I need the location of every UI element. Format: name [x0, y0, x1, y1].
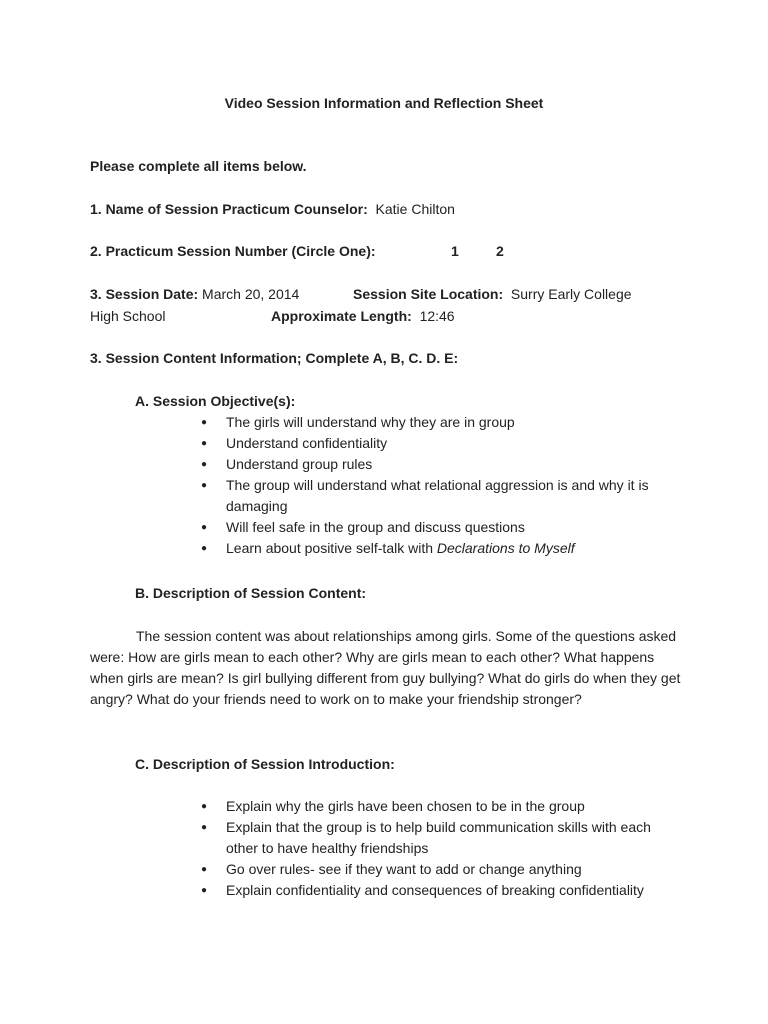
item-2-label: 2. Practicum Session Number (Circle One): — [90, 243, 376, 259]
item-3-length-value: 12:46 — [419, 308, 455, 324]
item-3-date-value: March 20, 2014 — [202, 286, 300, 302]
item-1-counselor — [90, 199, 455, 220]
document-title: Video Session Information and Reflection Sheet — [224, 95, 544, 111]
list-item — [201, 538, 681, 559]
list-item: ● The girls will understand why they are in group — [201, 412, 681, 433]
item-3-site-location — [353, 284, 632, 305]
section-b-heading: B. Description of Session Content: — [135, 585, 367, 601]
section-b-paragraph: The session content was about relationships among girls. Some of the questions asked were: How are girls mean to each other? Why are girls mean to each other? What happens when girls are mean? Is girl bullying different from guy bullying? What do girls do when they get angry? What do your friends need to work on to make your friendship stronger? — [90, 628, 681, 707]
item-3-site-value: Surry Early College — [510, 286, 632, 302]
list-item: ● Understand confidentiality — [201, 433, 681, 454]
item-3-date-label: 3. Session Date: — [90, 286, 199, 302]
list-item: ● Go over rules- see if they want to add or change anything — [201, 859, 681, 880]
item-2-session-number — [90, 241, 376, 262]
item-3-session-date — [90, 284, 299, 305]
section-c-introduction-list — [201, 796, 681, 901]
instructions — [90, 156, 307, 177]
list-item: ● Explain that the group is to help build communication skills with each other to have healthy friendships — [201, 817, 656, 859]
list-item: ● Understand group rules — [201, 454, 681, 475]
list-item: ● Explain confidentiality and consequences of breaking confidentiality — [201, 880, 681, 901]
instructions-text: Please complete all items below. — [90, 158, 307, 174]
list-item: ● Will feel safe in the group and discuss questions — [201, 517, 681, 538]
content-heading: 3. Session Content Information; Complete A, B, C. D. E: — [90, 350, 459, 366]
item-3-length — [271, 306, 455, 327]
item-3-site-label: Session Site Location: — [353, 286, 504, 302]
item-2-option-2: 2 — [496, 243, 504, 259]
list-item-text: Learn about positive self-talk with — [226, 540, 437, 556]
item-3-site-value-cont: High School — [90, 308, 166, 324]
section-c-heading: C. Description of Session Introduction: — [135, 756, 395, 772]
section-a-heading: A. Session Objective(s): — [135, 393, 296, 409]
list-item: ● The group will understand what relational aggression is and why it is damaging — [201, 475, 671, 517]
item-3-length-label: Approximate Length: — [271, 308, 412, 324]
item-1-value: Katie Chilton — [375, 201, 455, 217]
item-1-label: 1. Name of Session Practicum Counselor: — [90, 201, 368, 217]
section-a-objectives-list — [201, 412, 681, 559]
list-item: ● Explain why the girls have been chosen to be in the group — [201, 796, 681, 817]
list-item-italic-title: Declarations to Myself — [436, 540, 575, 556]
item-2-option-1: 1 — [451, 243, 459, 259]
